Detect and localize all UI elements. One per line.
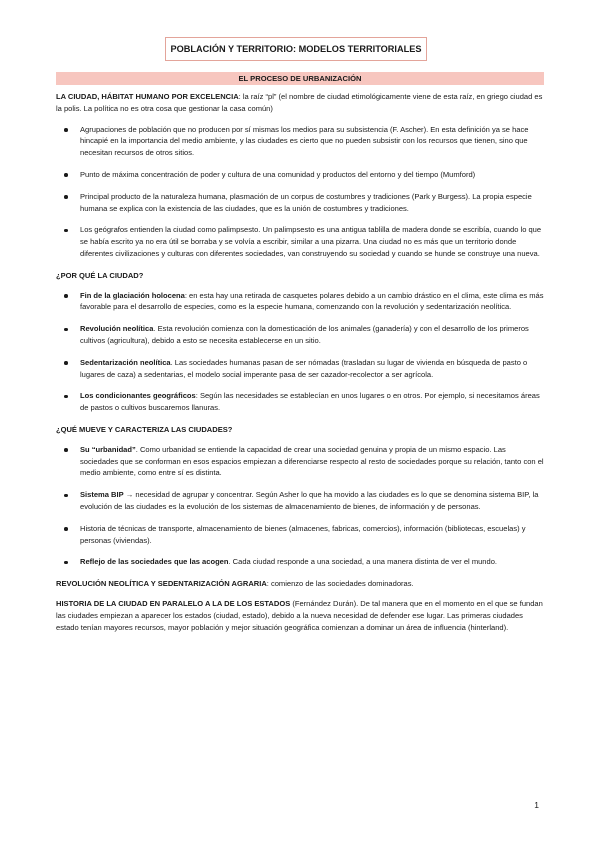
list-item-text: Principal producto de la naturaleza humana, plasmación de un corpus de costumbres y tradiciones (Park y Burgess). La propia especie humana se explica con la existencia de las ciudades, que es la unión de costumbres y tradiciones. — [80, 191, 532, 213]
list-item-text: : en esta hay una retirada de casquetes polares debido a un cambio drástico en el clima, este clima es más favorable para el desarrollo de especies, como es la especie humana, comenzando con la revolución y sedentarización neolítica. — [80, 290, 544, 312]
history-lead: HISTORIA DE LA CIUDAD EN PARALELO A LA DE LOS ESTADOS — [56, 598, 291, 608]
heading-why-city: ¿POR QUÉ LA CIUDAD? — [56, 270, 144, 280]
list-item-lead: Sistema BIP — [80, 490, 124, 500]
history-paragraph — [56, 598, 544, 633]
list-item — [56, 357, 544, 381]
list-item — [56, 390, 544, 414]
list-item-text: . Como urbanidad se entiende la capacidad de crear una sociedad genuina y propia de un mismo espacio. Las sociedades que se conforman en esos espacios empiezan a diferenciarse respecto al resto de sociedades porque su relación, tanto con el medio ambiente, como entre sí es distinta. — [80, 444, 544, 478]
page-number: 1 — [534, 800, 539, 810]
document-title: POBLACIÓN Y TERRITORIO: MODELOS TERRITORIALES — [165, 37, 427, 61]
neolithic-lead: REVOLUCIÓN NEOLÍTICA Y SEDENTARIZACIÓN AGRARIA — [56, 579, 267, 589]
neolithic-paragraph — [56, 578, 544, 590]
list-item-lead: Reflejo de las sociedades que las acogen — [80, 557, 229, 567]
why-city-list — [56, 290, 544, 414]
history-text: (Fernández Durán). De tal manera que en el momento en el que se fundan las ciudades empiezan a aparecer los estados (ciudad, estado), debido a la nueva necesidad de defender ese lugar. Las primeras ciudades estado tenían mayores recursos, mayor población y mejor situación geográfica comienzan a dominar un área de influencia (hinterland). — [56, 598, 543, 632]
list-item — [56, 444, 544, 479]
list-item-text: . Esta revolución comienza con la domesticación de los animales (ganadería) y con el desarrollo de los primeros cultivos (agricultura), debido a esto se necesita establecerse en un sitio. — [80, 324, 529, 345]
list-item-lead: Sedentarización neolítica — [80, 357, 171, 367]
list-item — [56, 191, 544, 215]
list-item-text: Historia de técnicas de transporte, almacenamiento de bienes (almacenes, fabricas, comercios), información (bibliotecas, escuelas) y personas (viviendas). — [80, 523, 526, 545]
section-header: EL PROCESO DE URBANIZACIÓN — [56, 72, 544, 85]
what-moves-list — [56, 444, 544, 568]
list-item-text: : Según las necesidades se establecían en unos lugares o en otros. Por ejemplo, si necesitamos áreas de pastos o cultivos buscaremos llanuras. — [80, 391, 540, 413]
list-item-lead: Fin de la glaciación holocena — [80, 290, 185, 300]
list-item — [56, 124, 544, 159]
list-item-text: Los geógrafos entienden la ciudad como palimpsesto. Un palimpsesto es una antigua tablilla de madera donde se escribía, cuando lo que se había escrito ya no era útil se borraba y se volvía a escribir, similar a una pizarra. Una ciudad no es más que un territorio donde diferentes civilizaciones y culturas con diferentes sociedades, van construyendo su sociedad y cuando se hunde se construye una nueva. — [80, 225, 542, 258]
list-item — [56, 169, 544, 181]
intro-lead: LA CIUDAD, HÁBITAT HUMANO POR EXCELENCIA — [56, 92, 239, 101]
neolithic-text: : comienzo de las sociedades dominadoras. — [266, 579, 414, 589]
document-body — [56, 91, 544, 641]
list-item-text: Agrupaciones de población que no producen por sí mismas los medios para su subsistencia (F. Ascher). En esta definición ya se hace hincapié en la importancia del medio ambiente, y las ciudades es cierto que no pueden subsistir con los recursos que tienen, sino que necesitan recursos de otros sitios. — [80, 124, 529, 158]
intro-paragraph — [56, 91, 544, 115]
list-item — [56, 290, 544, 314]
intro-text: : la raíz “pl” (el nombre de ciudad etimológicamente viene de esta raíz, en griego ciudad es la polis. La política no es otra cosa que gestionar la casa común) — [56, 92, 543, 113]
list-item-text: . Cada ciudad responde a una sociedad, a una manera distinta de ver el mundo. — [228, 557, 497, 567]
definitions-list — [56, 124, 544, 260]
list-item — [56, 523, 544, 547]
list-item-text: Punto de máxima concentración de poder y cultura de una comunidad y productos del entorno y del tiempo (Mumford) — [80, 169, 476, 179]
list-item — [56, 224, 544, 259]
list-item-lead: Revolución neolítica — [80, 324, 154, 334]
list-item-lead: Su “urbanidad” — [80, 444, 136, 454]
list-item-lead: Los condicionantes geográficos — [80, 391, 196, 401]
heading-what-moves-cities: ¿QUÉ MUEVE Y CARACTERIZA LAS CIUDADES? — [56, 424, 233, 434]
list-item-text: → necesidad de agrupar y concentrar. Según Asher lo que ha movido a las ciudades es lo que se denomina sistema BIP, la evolución de las ciudades es la evolución de los sistemas de almacenamiento de bienes, de información y de personas. — [80, 490, 539, 511]
list-item — [56, 323, 544, 347]
list-item — [56, 489, 544, 513]
list-item — [56, 556, 544, 568]
list-item-text: . Las sociedades humanas pasan de ser nómadas (trasladan su lugar de vivienda en búsqueda de pasto o lugares de caza) a sedentarias, el modelo social imperante pasa de ser cazador-recolector a ser agrícola. — [80, 357, 528, 379]
